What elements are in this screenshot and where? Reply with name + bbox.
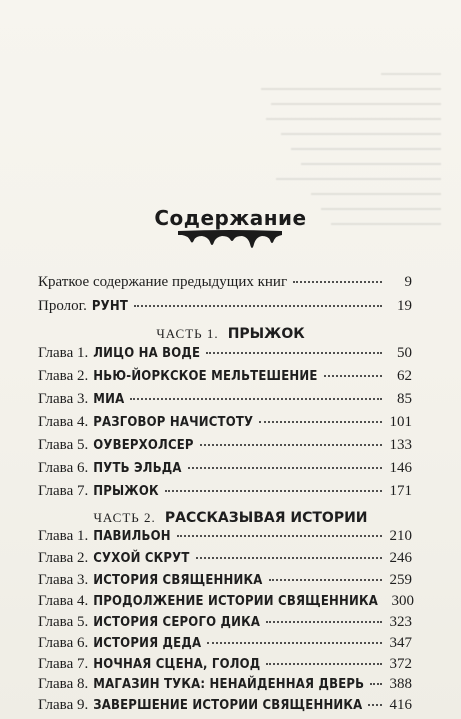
- toc-chapter[interactable]: [38, 460, 412, 480]
- dot-leader: [177, 535, 382, 537]
- page-number: 101: [389, 414, 412, 430]
- dot-leader: [368, 704, 382, 706]
- page-number: 85: [397, 391, 412, 407]
- chapter-title: РАЗГОВОР НАЧИСТОТУ: [93, 415, 254, 430]
- page-number: 246: [389, 550, 412, 566]
- toc-chapter[interactable]: [38, 437, 412, 457]
- dot-leader: [266, 663, 382, 665]
- dot-leader: [196, 557, 382, 559]
- toc-chapter[interactable]: [38, 572, 412, 592]
- chapter-title: МАГАЗИН ТУКА: НЕНАЙДЕННАЯ ДВЕРЬ: [93, 677, 365, 692]
- chapter-title: ЛИЦО НА ВОДЕ: [93, 346, 201, 361]
- chapter-title: ПРОДОЛЖЕНИЕ ИСТОРИИ СВЯЩЕННИКА: [93, 594, 379, 609]
- toc-chapter[interactable]: [38, 656, 412, 676]
- part-heading-1: [0, 323, 461, 342]
- chapter-label: Глава 7.: [38, 483, 89, 499]
- toc-chapter[interactable]: [38, 697, 412, 717]
- page-number: 133: [389, 437, 412, 453]
- page-number: 19: [397, 298, 412, 314]
- toc-chapter[interactable]: [38, 614, 412, 634]
- toc-entry-prologue[interactable]: [38, 298, 412, 318]
- chapter-title: ПАВИЛЬОН: [93, 529, 171, 544]
- chapter-label: Глава 3.: [38, 572, 89, 588]
- chapter-title: НОЧНАЯ СЦЕНА, ГОЛОД: [93, 657, 261, 672]
- page-number: 388: [389, 676, 412, 692]
- dot-leader: [370, 683, 382, 685]
- chapter-label: Глава 7.: [38, 656, 89, 672]
- entry-label: Краткое содержание предыдущих книг: [38, 274, 288, 290]
- part-heading-2: [0, 507, 461, 526]
- page-number: 323: [389, 614, 412, 630]
- dot-leader: [266, 621, 382, 623]
- chapter-label: Глава 3.: [38, 391, 89, 407]
- chapter-label: Глава 1.: [38, 345, 89, 361]
- entry-label: Пролог.: [38, 298, 87, 314]
- toc-chapter[interactable]: [38, 676, 412, 696]
- chapter-title: ЗАВЕРШЕНИЕ ИСТОРИИ СВЯЩЕННИКА: [93, 698, 363, 713]
- page-number: 50: [397, 345, 412, 361]
- part-number: ЧАСТЬ 2.: [93, 510, 156, 525]
- dot-leader: [165, 490, 382, 492]
- chapter-title: ОУВЕРХОЛСЕР: [93, 438, 194, 453]
- dot-leader: [207, 642, 382, 644]
- chapter-label: Глава 1.: [38, 528, 89, 544]
- page-number: 259: [389, 572, 412, 588]
- chapter-label: Глава 8.: [38, 676, 89, 692]
- chapter-label: Глава 2.: [38, 550, 89, 566]
- page-number: 210: [389, 528, 412, 544]
- chapter-title: ИСТОРИЯ СЕРОГО ДИКА: [93, 615, 261, 630]
- toc-entry-summary[interactable]: [38, 274, 412, 294]
- page-number: 146: [389, 460, 412, 476]
- page-number: 62: [397, 368, 412, 384]
- dot-leader: [269, 579, 382, 581]
- toc-chapter[interactable]: [38, 593, 415, 613]
- page-number: 300: [391, 593, 415, 609]
- chapter-label: Глава 6.: [38, 460, 89, 476]
- chapter-label: Глава 5.: [38, 437, 89, 453]
- chapter-title: МИА: [93, 392, 125, 407]
- chapter-label: Глава 4.: [38, 593, 89, 609]
- chapter-label: Глава 4.: [38, 414, 89, 430]
- toc-chapter[interactable]: [38, 414, 412, 434]
- chapter-label: Глава 9.: [38, 697, 89, 713]
- toc-chapter[interactable]: [38, 368, 412, 388]
- toc-chapter[interactable]: [38, 391, 412, 411]
- dot-leader: [206, 352, 382, 354]
- dot-leader: [324, 375, 382, 377]
- dot-leader: [130, 398, 382, 400]
- part-title: РАССКАЗЫВАЯ ИСТОРИИ: [164, 510, 368, 526]
- part-number: ЧАСТЬ 1.: [156, 326, 219, 341]
- page-number: 171: [389, 483, 412, 499]
- chapter-label: Глава 5.: [38, 614, 89, 630]
- chapter-title: ПУТЬ ЭЛЬДА: [93, 461, 182, 476]
- page-number: 347: [389, 635, 412, 651]
- chapter-label: Глава 2.: [38, 368, 89, 384]
- chapter-title: СУХОЙ СКРУТ: [93, 551, 190, 566]
- toc-chapter[interactable]: [38, 345, 412, 365]
- drip-ornament: [178, 228, 282, 256]
- chapter-title: НЬЮ-ЙОРКСКОЕ МЕЛЬТЕШЕНИЕ: [93, 369, 318, 384]
- toc-chapter[interactable]: [38, 635, 412, 655]
- part-title: ПРЫЖОК: [227, 326, 305, 342]
- dot-leader: [200, 444, 382, 446]
- dot-leader: [259, 421, 382, 423]
- dot-leader: [293, 281, 382, 283]
- page-number: 416: [389, 697, 412, 713]
- chapter-label: Глава 6.: [38, 635, 89, 651]
- page-number: 9: [404, 274, 412, 290]
- chapter-title: ИСТОРИЯ ДЕДА: [93, 636, 202, 651]
- chapter-title: ИСТОРИЯ СВЯЩЕННИКА: [93, 573, 263, 588]
- toc-chapter[interactable]: [38, 483, 412, 503]
- chapter-title: ПРЫЖОК: [93, 484, 159, 499]
- toc-chapter[interactable]: [38, 528, 412, 548]
- dot-leader: [134, 305, 382, 307]
- entry-title: РУНТ: [91, 299, 129, 314]
- page-number: 372: [389, 656, 412, 672]
- toc-chapter[interactable]: [38, 550, 412, 570]
- dot-leader: [188, 467, 382, 469]
- contents-title: Содержание: [154, 206, 307, 230]
